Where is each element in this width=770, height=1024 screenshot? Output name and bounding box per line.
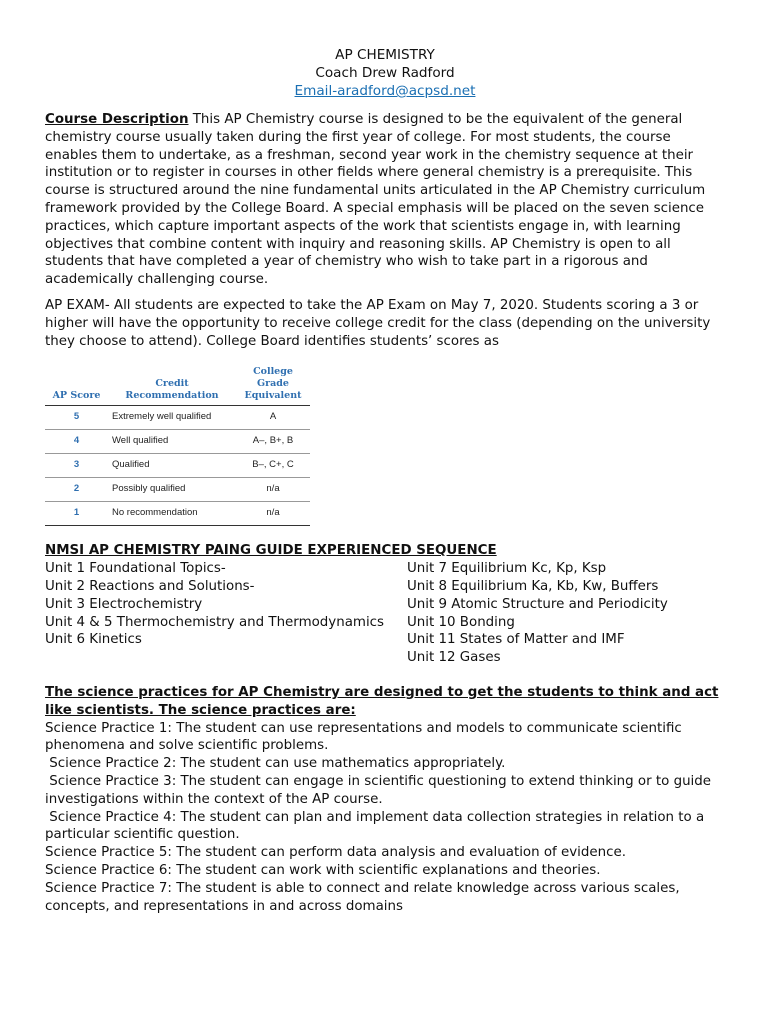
- pacing-guide-title: NMSI AP CHEMISTRY PAING GUIDE EXPERIENCED SEQUENCE: [45, 543, 497, 559]
- science-practices-title: The science practices for AP Chemistry are designed to get the students to think and act like scientists. The science practices are:: [45, 684, 719, 718]
- table-row: [45, 502, 310, 526]
- score-cell: 2: [45, 478, 108, 502]
- score-cell: 4: [45, 430, 108, 454]
- list-item: Science Practice 7: The student is able to connect and relate knowledge across various scales, concepts, and representations in and across domains: [45, 880, 684, 914]
- list-item: Science Practice 6: The student can work with scientific explanations and theories.: [45, 862, 601, 878]
- score-cell: 3: [45, 454, 108, 478]
- list-item: Unit 12 Gases: [407, 650, 501, 666]
- grade-cell: n/a: [236, 502, 310, 526]
- units-list: [45, 560, 725, 667]
- course-title: AP CHEMISTRY: [335, 47, 435, 63]
- list-item: Unit 9 Atomic Structure and Periodicity: [407, 596, 668, 612]
- score-table-header-row: [45, 364, 310, 406]
- grade-cell: n/a: [236, 478, 310, 502]
- units-left-column: [45, 560, 407, 667]
- list-item: Science Practice 2: The student can use mathematics appropriately.: [45, 756, 506, 772]
- document-header: [45, 46, 725, 100]
- grade-cell: B–, C+, C: [236, 454, 310, 478]
- recommendation-cell: Well qualified: [108, 430, 236, 454]
- ap-exam-paragraph: AP EXAM- All students are expected to take the AP Exam on May 7, 2020. Students scoring a 3 or higher will have the opportunity to receive college credit for the class (depending on the university they choose to attend). College Board identifies students’ scores as: [45, 297, 711, 349]
- recommendation-cell: No recommendation: [108, 502, 236, 526]
- list-item: Unit 10 Bonding: [407, 614, 515, 630]
- ap-score-table: [45, 364, 310, 526]
- list-item: Unit 6 Kinetics: [45, 632, 142, 648]
- list-item: Unit 3 Electrochemistry: [45, 596, 203, 612]
- list-item: Science Practice 5: The student can perform data analysis and evaluation of evidence.: [45, 845, 626, 861]
- list-item: Unit 8 Equilibrium Ka, Kb, Kw, Buffers: [407, 578, 659, 594]
- list-item: Unit 11 States of Matter and IMF: [407, 632, 625, 648]
- recommendation-cell: Extremely well qualified: [108, 406, 236, 430]
- table-row: [45, 454, 310, 478]
- recommendation-cell: Possibly qualified: [108, 478, 236, 502]
- recommendation-cell: Qualified: [108, 454, 236, 478]
- grade-cell: A: [236, 406, 310, 430]
- list-item: Unit 4 & 5 Thermochemistry and Thermodynamics: [45, 614, 385, 630]
- course-description: [45, 111, 725, 289]
- list-item: Unit 1 Foundational Topics-: [45, 561, 226, 577]
- header-credit-recommendation: Credit Recommendation: [108, 364, 236, 406]
- header-ap-score: AP Score: [45, 364, 108, 406]
- grade-cell: A–, B+, B: [236, 430, 310, 454]
- table-row: [45, 430, 310, 454]
- table-row: [45, 478, 310, 502]
- units-right-column: [407, 560, 725, 667]
- list-item: Science Practice 1: The student can use representations and models to communicate scientific phenomena and solve scientific problems.: [45, 720, 687, 754]
- list-item: Unit 2 Reactions and Solutions-: [45, 578, 255, 594]
- list-item: Science Practice 3: The student can engage in scientific questioning to extend thinking or to guide investigations within the context of the AP course.: [45, 773, 716, 807]
- course-description-heading: Course Description: [45, 112, 189, 127]
- list-item: Science Practice 4: The student can plan and implement data collection strategies in relation to a particular scientific question.: [45, 809, 709, 843]
- score-cell: 5: [45, 406, 108, 430]
- science-practices-list: [45, 720, 725, 916]
- score-cell: 1: [45, 502, 108, 526]
- course-description-text: This AP Chemistry course is designed to be the equivalent of the general chemistry course usually taken during the first year of college. For most students, the course enables them to undertake, as a freshman, second year work in the chemistry sequence at their institution or to register in courses in other fields where general chemistry is a prerequisite. This course is structured around the nine fundamental units articulated in the AP Chemistry curriculum framework provided by the College Board. A special emphasis will be placed on the seven science practices, which capture important aspects of the work that scientists engage in, with learning objectives that combine content with inquiry and reasoning skills. AP Chemistry is open to all students that have completed a year of chemistry who wish to take part in a rigorous and academically challenging course.: [45, 112, 706, 288]
- email-link[interactable]: Email-aradford@acpsd.net: [294, 83, 476, 99]
- header-college-grade: College Grade Equivalent: [236, 364, 310, 406]
- coach-name: Coach Drew Radford: [315, 65, 455, 81]
- list-item: Unit 7 Equilibrium Kc, Kp, Ksp: [407, 561, 607, 577]
- document-page: [45, 46, 725, 915]
- table-row: [45, 406, 310, 430]
